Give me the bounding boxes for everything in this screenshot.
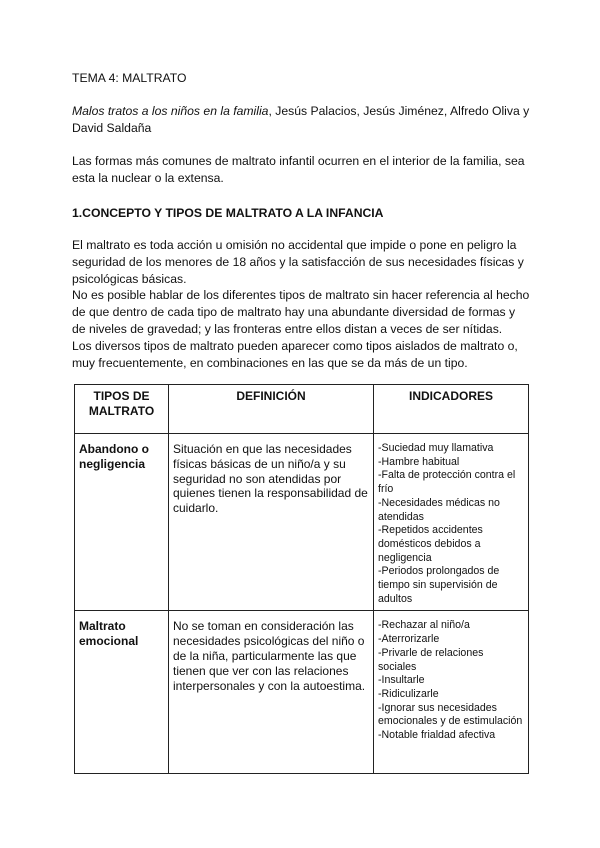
indicator-item: -Repetidos accidentes domésticos debidos a negligencia xyxy=(378,524,483,564)
indicator-item: -Hambre habitual xyxy=(378,455,460,468)
paragraph-definition: El maltrato es toda acción u omisión no accidental que impide o pone en peligro la seguridad de los menores de 18 años y la satisfacción de sus necesidades físicas y psicológicas básicas. xyxy=(72,238,524,286)
indicator-item: -Rechazar al niño/a xyxy=(378,619,470,632)
row-definition: Situación en que las necesidades físicas básicas de un niño/a y su seguridad no son atendidas por quienes tienen la responsabilidad de cuidarlo. xyxy=(169,434,374,611)
table-header-row xyxy=(75,385,529,434)
indicator-item: -Privarle de relaciones sociales xyxy=(378,646,484,673)
indicator-item: -Ignorar sus necesidades emocionales y de estimulación xyxy=(378,701,523,728)
table-row xyxy=(75,434,529,611)
indicator-item: -Aterrorizarle xyxy=(378,633,440,646)
indicator-item: -Ridiculizarle xyxy=(378,687,439,700)
reference-title: Malos tratos a los niños en la familia xyxy=(72,104,269,118)
indicator-item: -Necesidades médicas no atendidas xyxy=(378,496,500,523)
reference-line xyxy=(72,103,532,137)
row-type: Maltrato emocional xyxy=(75,611,169,774)
indicator-item: -Notable frialdad afectiva xyxy=(378,729,496,742)
row-indicators xyxy=(374,434,529,611)
table-row xyxy=(75,611,529,774)
row-type: Abandono o negligencia xyxy=(75,434,169,611)
indicator-item: -Falta de protección contra el frío xyxy=(378,469,516,496)
section-title: 1.CONCEPTO Y TIPOS DE MALTRATO A LA INFANCIA xyxy=(72,206,384,220)
paragraph-combinations: Los diversos tipos de maltrato pueden aparecer como tipos aislados de maltrato o, muy frecuentemente, en combinaciones en las que se da más de un tipo. xyxy=(72,338,518,370)
body-text xyxy=(72,237,532,371)
reference-authors: , Jesús Palacios, Jesús Jiménez, Alfredo Oliva y David Saldaña xyxy=(72,104,530,135)
header-types: TIPOS DE MALTRATO xyxy=(75,385,169,434)
header-indicators: INDICADORES xyxy=(374,385,529,434)
indicator-item: -Insultarle xyxy=(378,674,425,687)
paragraph-diversity: No es posible hablar de los diferentes tipos de maltrato sin hacer referencia al hecho de que dentro de cada tipo de maltrato hay una abundante diversidad de formas y de niveles de gravedad; y las fronteras entre ellos distan a veces de ser nítidas. xyxy=(72,288,530,336)
indicator-item: -Suciedad muy llamativa xyxy=(378,442,494,454)
indicator-item: -Periodos prolongados de tiempo sin supervisión de adultos xyxy=(378,565,500,605)
header-definition: DEFINICIÓN xyxy=(169,385,374,434)
row-indicators xyxy=(374,611,529,774)
intro-paragraph: Las formas más comunes de maltrato infantil ocurren en el interior de la familia, sea esta la nuclear o la extensa. xyxy=(72,154,525,185)
topic-heading: TEMA 4: MALTRATO xyxy=(72,71,187,85)
maltreatment-table xyxy=(74,384,529,774)
row-definition: No se toman en consideración las necesidades psicológicas del niño o de la niña, particularmente las que tienen que ver con las relaciones interpersonales y con la autoestima. xyxy=(169,611,374,774)
